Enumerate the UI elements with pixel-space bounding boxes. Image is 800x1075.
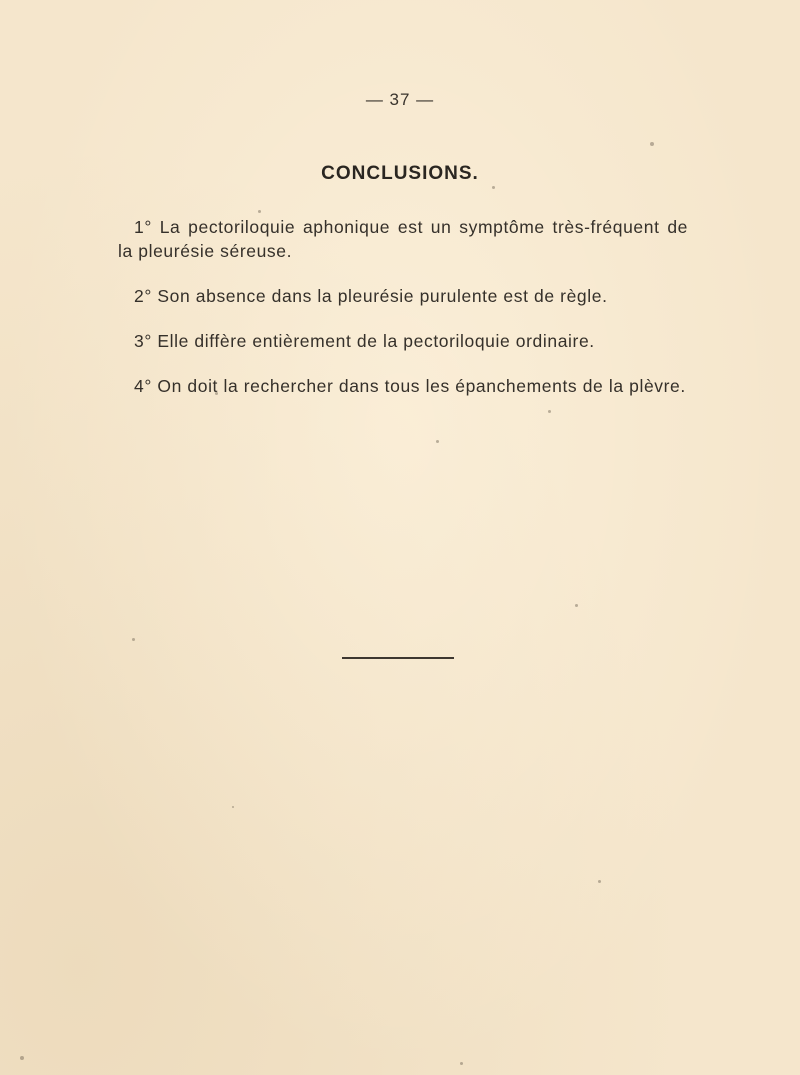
paper-speck: [436, 440, 439, 443]
conclusion-item: 2° Son absence dans la pleurésie purulente est de règle.: [134, 286, 608, 306]
end-rule: [342, 657, 454, 659]
conclusions-list: [118, 215, 688, 419]
conclusion-item: 4° On doit la rechercher dans tous les épanchements de la plèvre.: [134, 376, 686, 396]
paper-speck: [258, 210, 261, 213]
paper-speck: [132, 638, 135, 641]
paper-speck: [492, 186, 495, 189]
conclusion-item: 1° La pectoriloquie aphonique est un symptôme très-fréquent de la pleurésie séreuse.: [118, 217, 688, 261]
paper-speck: [575, 604, 578, 607]
paper-speck: [548, 410, 551, 413]
paper-speck: [215, 392, 218, 395]
page-number: — 37 —: [365, 90, 435, 109]
paper-speck: [232, 806, 234, 808]
paper-speck: [20, 1056, 24, 1060]
page-heading: CONCLUSIONS.: [321, 163, 479, 184]
conclusion-item: 3° Elle diffère entièrement de la pectoriloquie ordinaire.: [134, 331, 595, 351]
paper-speck: [598, 880, 601, 883]
paper-speck: [460, 1062, 463, 1065]
paper-speck: [650, 142, 654, 146]
